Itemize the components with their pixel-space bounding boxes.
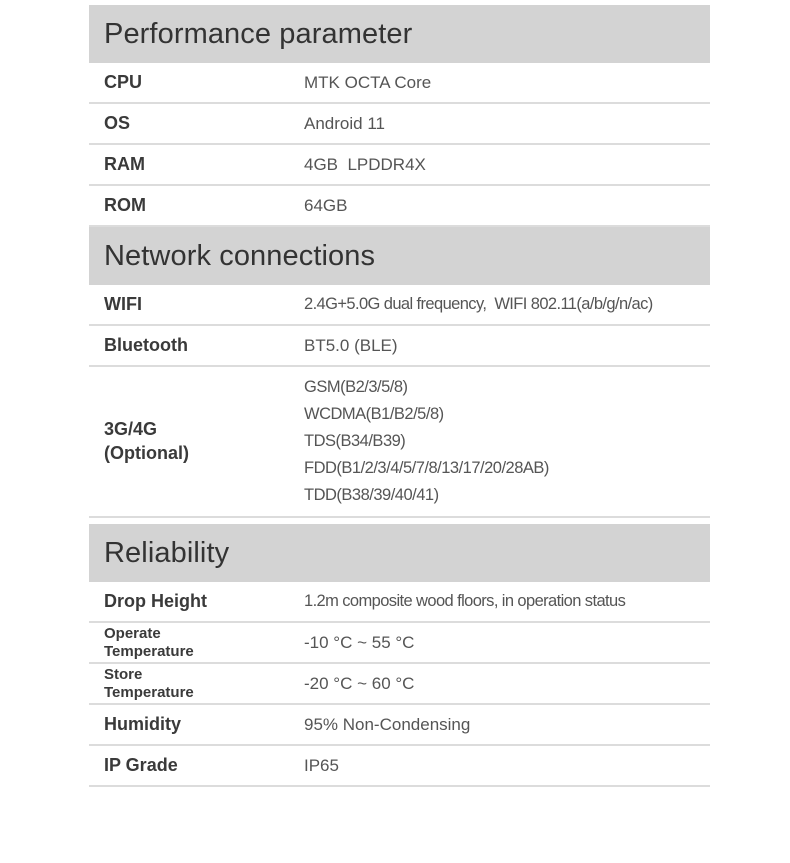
spec-value: MTK OCTA Core bbox=[304, 72, 432, 92]
spec-row-ip-grade bbox=[89, 746, 710, 787]
spec-row-wifi bbox=[89, 285, 710, 326]
spec-label-cellular bbox=[89, 418, 289, 465]
spec-label-line: Store bbox=[104, 665, 143, 683]
spec-label: RAM bbox=[104, 153, 145, 174]
spec-label: OS bbox=[104, 112, 131, 133]
spec-value: -20 °C ~ 60 °C bbox=[304, 673, 415, 693]
spec-row-operate-temperature bbox=[89, 623, 710, 664]
section-header-reliability: Reliability bbox=[89, 524, 710, 582]
band-item: FDD(B1/2/3/4/5/7/8/13/17/20/28AB) bbox=[304, 459, 549, 477]
spec-row-store-temperature bbox=[89, 664, 710, 705]
section-header-performance: Performance parameter bbox=[89, 5, 710, 63]
spec-row-drop-height bbox=[89, 582, 710, 623]
spec-value: -10 °C ~ 55 °C bbox=[304, 632, 415, 652]
spec-value: 2.4G+5.0G dual frequency, WIFI 802.11(a/b/g/n/ac) bbox=[304, 295, 653, 314]
spec-value: IP65 bbox=[304, 755, 339, 775]
spec-label-line: 3G/4G bbox=[104, 419, 158, 440]
spec-value: 95% Non-Condensing bbox=[304, 714, 471, 734]
spec-sheet bbox=[89, 5, 710, 787]
spec-value: 4GB LPDDR4X bbox=[304, 154, 426, 174]
spec-value: BT5.0 (BLE) bbox=[304, 335, 398, 355]
spec-label: WIFI bbox=[104, 293, 142, 314]
band-item: TDS(B34/B39) bbox=[304, 432, 406, 450]
section-header-network: Network connections bbox=[89, 227, 710, 285]
spec-label-line: (Optional) bbox=[104, 442, 189, 463]
spec-label: ROM bbox=[104, 194, 146, 215]
spec-label-store bbox=[89, 666, 289, 702]
spec-label: Humidity bbox=[104, 713, 182, 734]
spec-label: CPU bbox=[104, 71, 143, 92]
spec-label-operate bbox=[89, 625, 289, 661]
spec-label-line: Temperature bbox=[104, 683, 194, 701]
spec-label-line: Operate bbox=[104, 624, 161, 642]
spec-row-ram bbox=[89, 145, 710, 186]
spec-label: Bluetooth bbox=[104, 334, 188, 355]
spec-value: 1.2m composite wood floors, in operation status bbox=[304, 592, 626, 611]
band-list bbox=[289, 374, 710, 509]
spec-row-os bbox=[89, 104, 710, 145]
spec-label-line: Temperature bbox=[104, 642, 194, 660]
spec-row-bluetooth bbox=[89, 326, 710, 367]
band-item: GSM(B2/3/5/8) bbox=[304, 378, 408, 396]
spec-value: 64GB bbox=[304, 195, 348, 215]
spec-label: Drop Height bbox=[104, 590, 207, 611]
spec-row-humidity bbox=[89, 705, 710, 746]
band-item: WCDMA(B1/B2/5/8) bbox=[304, 405, 444, 423]
spec-value: Android 11 bbox=[304, 113, 385, 133]
spec-row-cellular bbox=[89, 367, 710, 518]
spec-row-rom bbox=[89, 186, 710, 227]
spec-row-cpu bbox=[89, 63, 710, 104]
band-item: TDD(B38/39/40/41) bbox=[304, 486, 439, 504]
spec-label: IP Grade bbox=[104, 754, 178, 775]
